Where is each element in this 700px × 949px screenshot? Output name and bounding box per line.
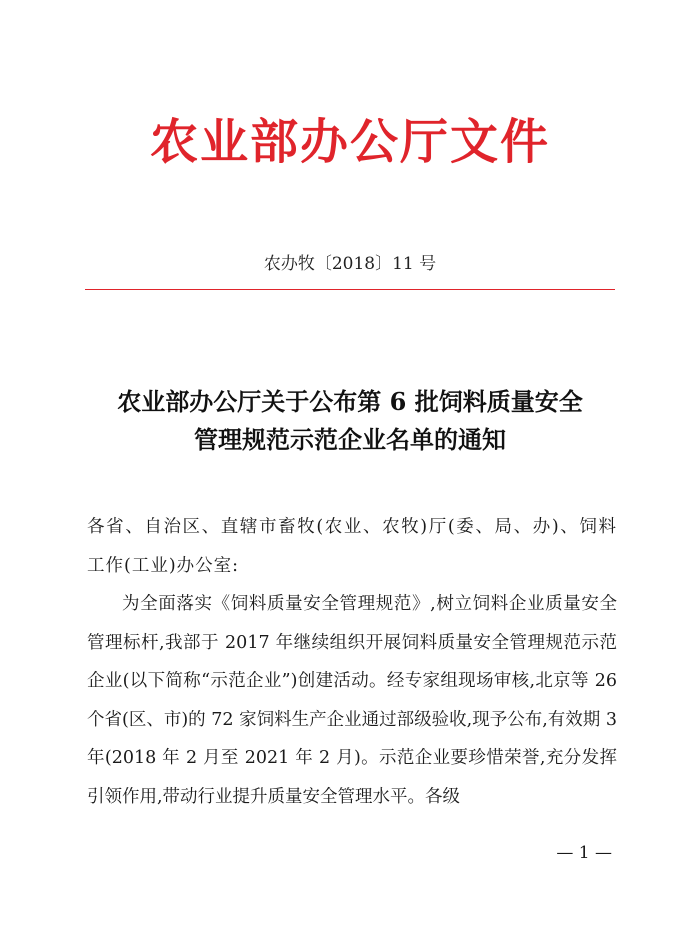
body-text (87, 508, 617, 816)
page-number: — 1 — (556, 843, 612, 863)
notice-title (60, 383, 640, 459)
body-paragraph: 为全面落实《饲料质量安全管理规范》,树立饲料企业质量安全管理标杆,我部于 2017 年继续组织开展饲料质量安全管理规范示范企业(以下简称“示范企业”)创建活动。经专家组现场审核,北京等 26 个省(区、市)的 72 家饲料生产企业通过部级验收,现予公布,有效期 3 年(2018 年 2 月至 2021 年 2 月)。示范企业要珍惜荣誉,充分发挥引领作用,带动行业提升质量安全管理水平。各级 (87, 594, 617, 807)
document-number: 农办牧〔2018〕11 号 (263, 254, 437, 274)
red-divider-line (85, 289, 615, 290)
notice-title-line-2: 管理规范示范企业名单的通知 (194, 425, 506, 454)
masthead-title: 农业部办公厅文件 (149, 114, 550, 170)
salutation: 各省、自治区、直辖市畜牧(农业、农牧)厅(委、局、办)、饲料工作(工业)办公室: (87, 517, 617, 576)
notice-title-line-1: 农业部办公厅关于公布第 6 批饲料质量安全 (117, 387, 583, 416)
